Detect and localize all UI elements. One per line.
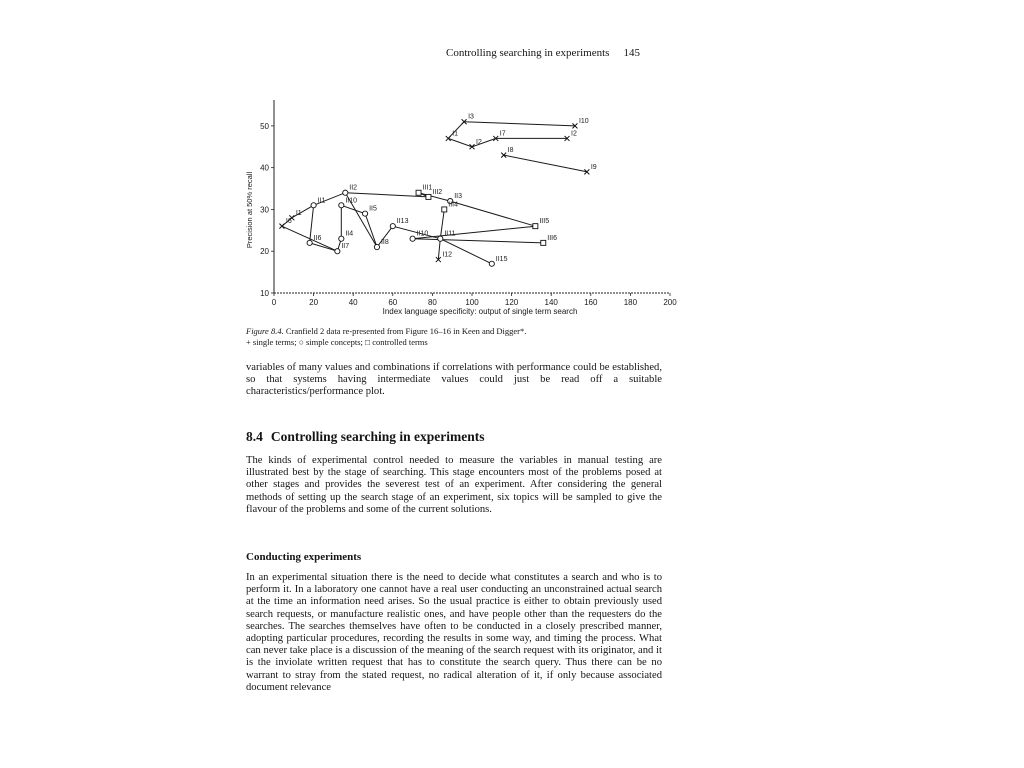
paragraph-conducting-experiments: In an experimental situation there is the need to decide what constitutes a search and who is to perform it. In a laboratory one cannot have a real user conducting an unconstrained actual search at the time an information need arises. So the usual practice is either to obtain previously used search requests, or manufacture realistic ones, and have people other than the requesters do the searches. The searches themselves have often to be conducted in a closely prescribed manner, adopting particular procedures, recording the results in some way, and timing the process. What can never take place is a discussion of the meaning of the search request with its originator, and it is the inviolate written request that has to constitute the search query. Thus there can be no warrant to stray from the stated request, no radical alteration of it, if only because associated document relevance (246, 572, 662, 693)
point-marker (489, 261, 494, 266)
x-tick-label: 100 (465, 298, 479, 307)
y-tick-label: 50 (260, 121, 269, 131)
point-marker (533, 224, 538, 229)
point-label: I9 (590, 163, 597, 171)
point-label: II10 (345, 197, 358, 205)
paragraph-intro: The kinds of experimental control needed to measure the variables in manual testing are illustrated best by the stage of searching. This stage encounters most of the problems posed at other stages and provides the severest test of an experiment. After considering the general methods of setting up the search stage of an experiment, six topics will be sampled to give the flavour of the problems and some of the current solutions. (246, 455, 662, 515)
x-tick-label: 180 (623, 298, 638, 307)
point-label: II4 (345, 230, 354, 238)
point-marker (307, 240, 312, 245)
x-tick-label: 80 (427, 298, 437, 307)
point-marker (279, 224, 284, 229)
point-marker (426, 194, 431, 199)
point-label: I7 (499, 130, 506, 138)
point-label: III1 (422, 184, 433, 192)
point-label: II13 (396, 218, 409, 226)
x-tick-label: 160 (584, 298, 598, 307)
series-line (448, 122, 567, 147)
y-tick-label: 40 (260, 163, 269, 173)
point-label: II7 (341, 243, 350, 251)
point-label: II11 (444, 230, 456, 238)
point-label: I2 (571, 130, 577, 138)
point-marker (446, 136, 451, 141)
series-line (504, 155, 587, 172)
point-label: I3 (468, 113, 474, 121)
section-heading (246, 429, 485, 445)
point-label: I8 (507, 147, 514, 155)
point-label: II10 (416, 230, 429, 238)
y-tick-label: 10 (260, 289, 269, 298)
series-line (310, 205, 338, 251)
figure-chart (240, 80, 680, 320)
point-marker (541, 240, 546, 245)
x-axis-label: Index language specificity: output of single term search (382, 307, 578, 316)
point-label: II6 (313, 234, 322, 242)
point-label: III4 (448, 201, 459, 209)
x-tick-label: 20 (309, 298, 319, 307)
page-number: 145 (623, 47, 640, 59)
point-label: I12 (442, 251, 453, 259)
x-tick-label: 120 (504, 298, 519, 307)
point-marker (390, 224, 395, 229)
paragraph-continuation: variables of many values and combinations if correlations with performance could be established, so that systems having intermediate values could just be read off a suitable characteristics/performance plot. (246, 362, 662, 398)
point-label: II1 (317, 197, 326, 205)
running-head (446, 47, 640, 59)
chart-axes (274, 100, 670, 293)
x-tick-label: 40 (348, 298, 358, 307)
point-marker (410, 236, 415, 241)
point-label: I10 (578, 117, 589, 125)
point-label: III6 (547, 234, 558, 242)
point-label: I6 (285, 218, 292, 226)
y-axis-label: Precision at 50% recall (245, 171, 254, 249)
x-tick-label: 60 (388, 298, 398, 307)
figure-caption (246, 326, 676, 348)
point-label: II8 (380, 239, 389, 247)
chart-ticks (260, 122, 677, 307)
point-marker (470, 144, 475, 149)
point-marker (311, 203, 316, 208)
point-marker (343, 190, 348, 195)
section-number: 8.4 (246, 429, 263, 444)
y-tick-label: 20 (260, 247, 269, 257)
point-marker (362, 211, 367, 216)
chart-points (279, 114, 596, 267)
caption-label: Figure 8.4. (246, 326, 284, 336)
point-marker (442, 207, 447, 212)
point-marker (339, 203, 344, 208)
y-tick-label: 30 (260, 205, 269, 215)
point-label: I1 (452, 130, 459, 138)
point-label: I1 (295, 209, 302, 217)
x-tick-label: 0 (271, 298, 277, 307)
point-marker (416, 190, 421, 195)
point-label: II5 (369, 205, 377, 213)
point-label: II2 (349, 184, 358, 192)
caption-text: Cranfield 2 data re-presented from Figure 16–16 in Keen and Digger*. (285, 326, 527, 336)
point-marker (339, 236, 344, 241)
running-head-title: Controlling searching in experiments (446, 47, 610, 59)
x-tick-label: 200 (663, 298, 677, 307)
section-title: Controlling searching in experiments (270, 429, 485, 444)
caption-key: + single terms; ○ simple concepts; □ controlled terms (246, 337, 428, 347)
series-line (464, 122, 575, 126)
x-tick-label: 140 (544, 298, 558, 307)
point-marker (438, 236, 443, 241)
point-label: III2 (432, 188, 443, 196)
point-marker (374, 244, 379, 249)
point-label: I2 (476, 138, 482, 146)
point-marker (335, 249, 340, 254)
point-label: II15 (495, 255, 508, 263)
subsection-heading: Conducting experiments (246, 551, 362, 563)
point-label: II3 (454, 193, 463, 201)
point-label: III5 (539, 218, 550, 226)
